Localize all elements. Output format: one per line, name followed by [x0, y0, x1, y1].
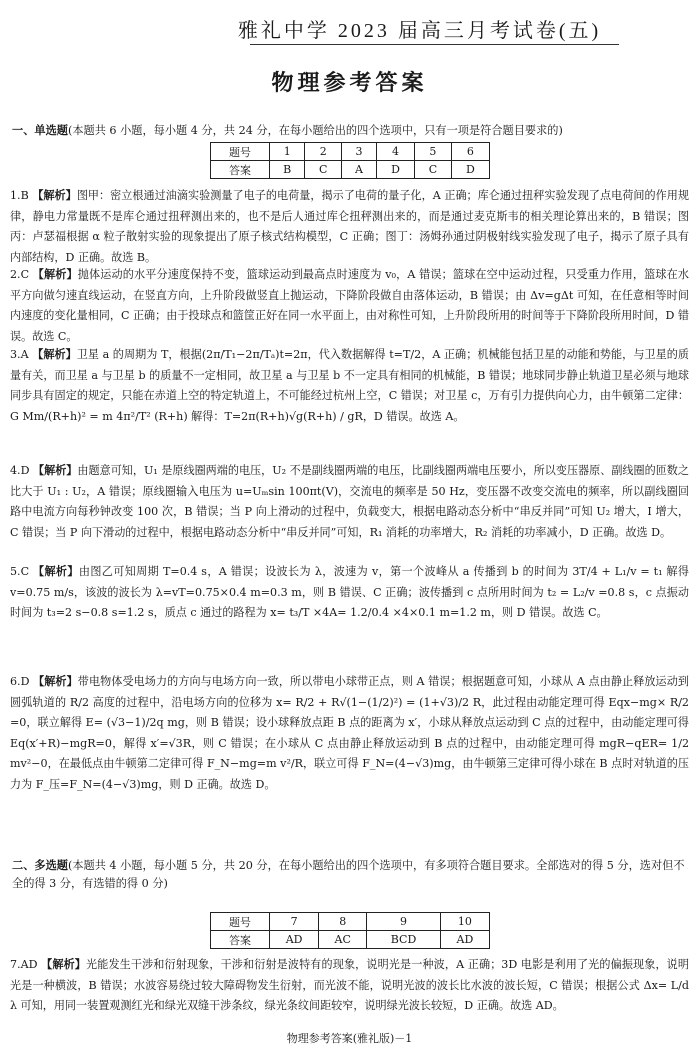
section-2-title: 二、多选题 — [12, 859, 68, 872]
question-number: 2 — [305, 143, 342, 161]
section-2-description: (本题共 4 小题，每小题 5 分，共 20 分，在每小题给出的四个选项中，有多项符合题目要求。全部选对的得 5 分，选对但不全的得 3 分，有选错的得 0 分) — [12, 859, 685, 890]
analysis-tag: 【解析】 — [32, 189, 77, 202]
question-number: 8 — [319, 913, 367, 931]
item-text: 由题意可知，U₁ 是原线圈两端的电压，U₂ 不是副线圈两端的电压，比副线圈两端电压要小，所以变压器原、副线圈的匝数之比大于 U₁ : U₂，A 错误；原线圈输入电压为 u=Uₘsin 100πt(V)，交流电的频率是 50 Hz，变压器不改变交流电的频率，所以副线圈回路中电流方向每秒钟改变 100 次，B 错误；当 P 向上滑动的过程中，负载变大，根据电路动态分析中“串反并同”可知 U₂ 增大，I 增大，C 错误；当 P 向下滑动的过程中，根据电路动态分析中“串反并同”可知，R₁ 消耗的功率增大，R₂ 消耗的功率减小，D 正确。故选 D。 — [10, 464, 689, 539]
item-number: 4.D — [10, 464, 30, 477]
question-number: 3 — [342, 143, 377, 161]
answer-cell: BCD — [367, 931, 440, 949]
page-footer: 物理参考答案(雅礼版)－1 — [286, 1032, 413, 1045]
document-title: 物理参考答案 — [271, 71, 428, 96]
section-1-description: (本题共 6 小题，每小题 4 分，共 24 分，在每小题给出的四个选项中，只有一项是符合题目要求的) — [67, 124, 563, 137]
item-text: 带电物体受电场力的方向与电场方向一致，所以带电小球带正点，则 A 错误；根据题意可知，小球从 A 点由静止释放运动到圆弧轨道的 R/2 高度的过程中，沿电场方向的位移为 x= R/2 + R√(1−(1/2)²) = (1+√3)/2 R，此过程由动能定理可得 Eqx−mg× R/2 =0，联立解得 E= (√3−1)/2q mg，则 B 错误；设小球释放点距 B 点的距离为 x′，小球从释放点运动到 C 点的过程中，由动能定理可得 Eq(x′+R)−mgR=0，解得 x′=√3R，则 C 错误；在小球从 C 点由静止释放运动到 B 点的过程中，由动能定理可得 mgR−qER= 1/2 mv²−0，在最低点由牛顿第二定律可得 F_N−mg=m v²/R，联立可得 F_N=(4−√3)mg，由牛顿第三定律可得小球在 B 点时对轨道的压力为 F_压=F_N=(4−√3)mg，则 D 正确。故选 D。 — [10, 675, 689, 791]
question-number: 10 — [440, 913, 489, 931]
analysis-tag: 【解析】 — [33, 675, 78, 688]
item-number: 2.C — [10, 268, 30, 281]
question-number: 9 — [367, 913, 440, 931]
analysis-tag: 【解析】 — [32, 565, 79, 578]
answer-item-1 — [10, 186, 689, 268]
analysis-tag: 【解析】 — [33, 464, 78, 477]
item-text: 由图乙可知周期 T=0.4 s，A 错误；设波长为 λ，波速为 v，第一个波峰从 a 传播到 b 的时间为 3T/4 + L₁/v = t₁ 解得 v=0.75 m/s，该波的波长为 λ=vT=0.75×0.4 m=0.3 m，则 B 错误、C 正确；波传播到 c 点所用时间为 t₂ = L₂/v =0.8 s，c 点振动时间为 t₃=2 s−0.8 s=1.2 s，质点 c 通过的路程为 x= t₃/T ×4A= 1.2/0.4 ×4×0.1 m=1.2 m，则 D 错误。故选 C。 — [10, 565, 689, 619]
analysis-tag: 【解析】 — [32, 268, 78, 281]
answer-cell: D — [451, 161, 489, 179]
row-label: 答案 — [211, 931, 270, 949]
answer-item-5 — [10, 562, 689, 624]
answer-cell: AD — [440, 931, 489, 949]
item-number: 3.A — [10, 348, 29, 361]
question-number: 7 — [270, 913, 319, 931]
question-number: 1 — [270, 143, 305, 161]
question-number: 4 — [376, 143, 414, 161]
analysis-tag: 【解析】 — [41, 958, 87, 971]
row-label: 题号 — [211, 913, 270, 931]
table-row — [211, 931, 490, 949]
table-row — [211, 913, 490, 931]
answer-cell: C — [415, 161, 452, 179]
answer-cell: A — [342, 161, 377, 179]
item-number: 7.AD — [10, 958, 38, 971]
answer-item-3 — [10, 345, 689, 427]
answer-item-7 — [10, 955, 689, 1017]
answer-item-6 — [10, 672, 689, 795]
item-text: 抛体运动的水平分速度保持不变，篮球运动到最高点时速度为 v₀，A 错误；篮球在空中运动过程，只受重力作用，篮球在水平方向做匀速直线运动，在竖直方向，上升阶段做竖直上抛运动，下降阶段做自由落体运动，B 错误；由 Δv=gΔt 可知，在任意相等时间内速度的变化量相同，C 正确；由于投球点和篮筐正好在同一水平面上，由对称性可知，上升阶段所用的时间等于下降阶段所用时间，D 错误。故选 C。 — [10, 268, 689, 343]
answer-cell: C — [305, 161, 342, 179]
answer-item-2 — [10, 265, 689, 347]
exam-header-title: 雅礼中学 2023 届高三月考试卷(五) — [237, 20, 602, 42]
item-text: 卫星 a 的周期为 T，根据(2π/T₁−2π/Tₐ)t=2π，代入数据解得 t=T/2，A 正确；机械能包括卫星的动能和势能，与卫星的质量有关，而卫星 a 与卫星 b 的质量不一定相同，故卫星 a 与卫星 b 不一定具有相同的机械能，B 错误；地球同步静止轨道卫星必须与地球同步具有固定的规定，只能在赤道上空的特定轨道上，不可能经过杭州上空，C 错误；对卫星 c，万有引力提供向心力，由牛顿第二定律：G Mm/(R+h)² = m 4π²/T² (R+h) 解得：T=2π(R+h)√g(R+h) / gR，D 错误。故选 A。 — [10, 348, 689, 423]
item-text: 光能发生干涉和衍射现象，干涉和衍射是波特有的现象，说明光是一种波，A 正确；3D 电影是利用了光的偏振现象，说明光是一种横波，B 错误；水波容易绕过较大障碍物发生衍射，而光波不能，说明光波的波长比水波的波长短，C 错误；根据公式 Δx= L/d λ 可知，用同一装置观测红光和绿光双缝干涉条纹，绿光条纹间距较窄，说明绿光波长较短，D 正确。故选 AD。 — [10, 958, 689, 1012]
analysis-tag: 【解析】 — [32, 348, 77, 361]
answer-cell: AC — [319, 931, 367, 949]
multi-choice-answer-table — [210, 912, 490, 949]
table-row — [211, 161, 490, 179]
answer-cell: D — [376, 161, 414, 179]
row-label: 题号 — [211, 143, 270, 161]
item-number: 6.D — [10, 675, 30, 688]
question-number: 6 — [451, 143, 489, 161]
section-1-heading — [12, 122, 687, 140]
answer-item-4 — [10, 461, 689, 543]
header-rule — [250, 44, 619, 45]
table-row — [211, 143, 490, 161]
answer-cell: AD — [270, 931, 319, 949]
section-1-title: 一、单选题 — [12, 124, 68, 137]
row-label: 答案 — [211, 161, 270, 179]
single-choice-answer-table — [210, 142, 490, 179]
item-text: 图甲：密立根通过油滴实验测量了电子的电荷量，揭示了电荷的量子化，A 正确；库仑通过扭秤实验发现了点电荷间的作用规律，静电力常量既不是库仑通过扭秤测出来的，也不是后人通过库仑扭秤测出来的，而是通过麦克斯韦的相关理论算出来的，B 错误；图丙：卢瑟福根据 α 粒子散射实验的现象提出了原子核式结构模型，C 正确；图丁：汤姆孙通过阴极射线实验发现了电子，揭示了原子具有内部结构，D 正确。故选 B。 — [10, 189, 689, 264]
question-number: 5 — [415, 143, 452, 161]
item-number: 5.C — [10, 565, 30, 578]
item-number: 1.B — [10, 189, 29, 202]
answer-cell: B — [270, 161, 305, 179]
section-2-heading — [12, 857, 687, 893]
